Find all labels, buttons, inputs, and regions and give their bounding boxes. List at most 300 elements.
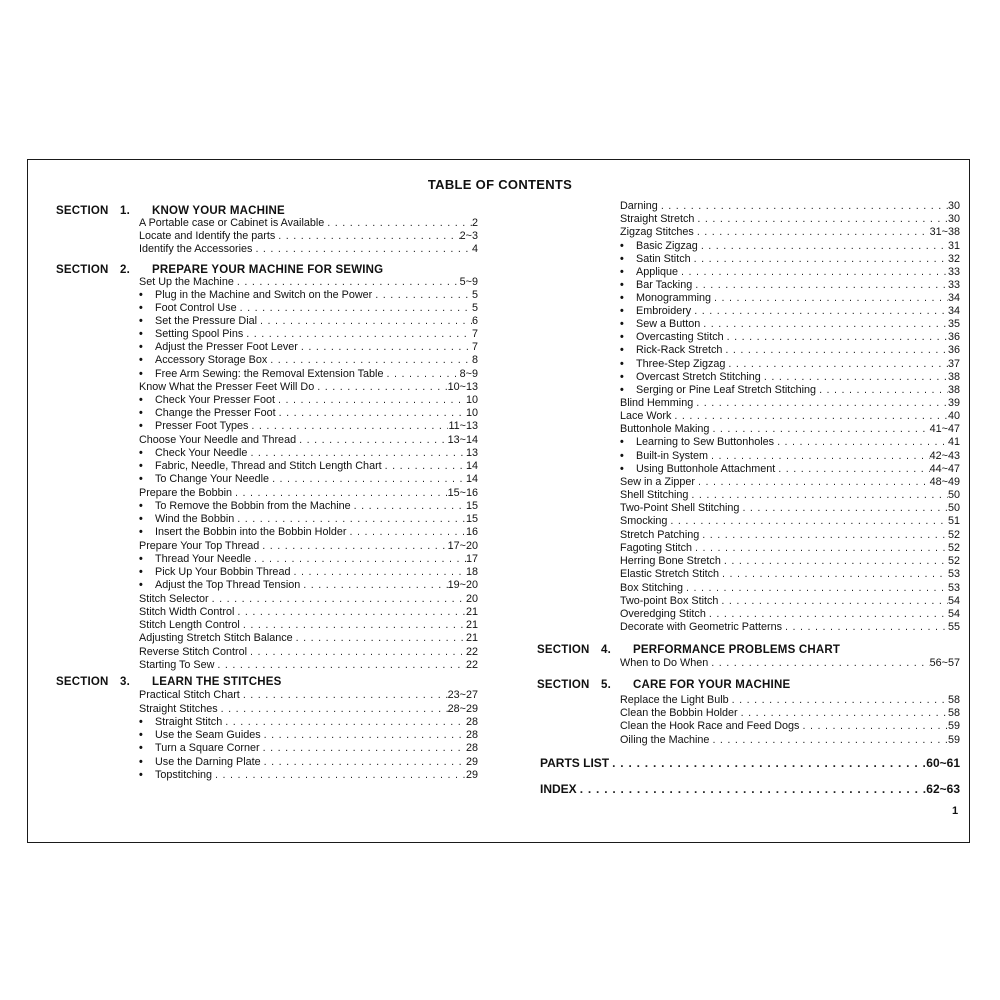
toc-entry[interactable] xyxy=(620,529,960,542)
dot-leader xyxy=(261,729,466,742)
toc-entry-page: 56~57 xyxy=(929,657,960,669)
toc-entry[interactable] xyxy=(620,384,960,397)
toc-entry-label: Wind the Bobbin xyxy=(155,513,235,525)
dot-leader xyxy=(739,502,948,515)
dot-leader xyxy=(658,200,948,213)
toc-entry-page: 52 xyxy=(947,555,960,567)
toc-entry[interactable] xyxy=(139,513,478,526)
toc-entry-label: Replace the Light Bulb xyxy=(620,694,729,706)
toc-entry-label: Buttonhole Making xyxy=(620,423,710,435)
toc-entry-page: 21 xyxy=(465,619,478,631)
toc-entry-label: Smocking xyxy=(620,515,668,527)
toc-entry[interactable] xyxy=(620,292,960,305)
toc-entry[interactable] xyxy=(620,344,960,357)
dot-leader xyxy=(725,358,948,371)
toc-entry-page: 13 xyxy=(465,447,478,459)
toc-entry[interactable] xyxy=(139,473,478,486)
dot-leader xyxy=(721,555,948,568)
bullet-icon: • xyxy=(139,368,143,380)
toc-entry[interactable] xyxy=(620,595,960,608)
dot-leader xyxy=(671,410,948,423)
toc-entry-label: Sew a Button xyxy=(636,318,701,330)
toc-entry[interactable] xyxy=(139,230,478,243)
toc-entry[interactable] xyxy=(139,756,478,769)
bullet-icon: • xyxy=(139,460,143,472)
bullet-icon: • xyxy=(139,315,143,327)
dot-leader xyxy=(259,540,447,553)
section-title: PREPARE YOUR MACHINE FOR SEWING xyxy=(152,264,384,276)
dot-leader xyxy=(372,289,472,302)
toc-entry[interactable] xyxy=(620,266,960,279)
toc-entry-label: Setting Spool Pins xyxy=(155,328,244,340)
toc-entry-label: Adjusting Stretch Stitch Balance xyxy=(139,632,293,644)
toc-entry-page: 13~14 xyxy=(447,434,478,446)
toc-entry-page: 15 xyxy=(465,513,478,525)
toc-entry[interactable] xyxy=(620,515,960,528)
toc-entry[interactable] xyxy=(620,568,960,581)
toc-entry-page: 28~29 xyxy=(447,703,478,715)
toc-entry[interactable] xyxy=(620,582,960,595)
section-title: KNOW YOUR MACHINE xyxy=(152,205,285,217)
toc-entry-page: 52 xyxy=(947,542,960,554)
toc-entry-label: Lace Work xyxy=(620,410,672,422)
toc-entry[interactable] xyxy=(139,276,478,289)
toc-entry-label: Darning xyxy=(620,200,658,212)
dot-leader xyxy=(729,694,948,707)
dot-leader xyxy=(711,292,948,305)
dot-leader xyxy=(694,213,948,226)
toc-entry-label: Two-point Box Stitch xyxy=(620,595,719,607)
dot-leader xyxy=(708,657,929,670)
toc-entry[interactable] xyxy=(139,579,478,592)
toc-entry[interactable] xyxy=(139,553,478,566)
toc-entry[interactable] xyxy=(139,526,478,539)
toc-entry[interactable] xyxy=(139,593,478,606)
toc-entry[interactable] xyxy=(620,226,960,239)
toc-entry-page: 51 xyxy=(947,515,960,527)
dot-leader xyxy=(700,318,948,331)
section-label: SECTION xyxy=(56,205,109,217)
bullet-icon: • xyxy=(620,436,624,448)
toc-entry[interactable] xyxy=(620,657,960,670)
toc-entry[interactable] xyxy=(139,769,478,782)
bullet-icon: • xyxy=(139,407,143,419)
dot-leader xyxy=(290,566,466,579)
toc-entry[interactable] xyxy=(139,619,478,632)
toc-entry[interactable] xyxy=(139,447,478,460)
dot-leader xyxy=(692,279,948,292)
dot-leader xyxy=(234,276,460,289)
page-number: 1 xyxy=(952,805,959,817)
toc-entry-label: Locate and Identify the parts xyxy=(139,230,276,242)
dot-leader xyxy=(775,463,929,476)
toc-entry-page: 28 xyxy=(465,742,478,754)
toc-entry[interactable] xyxy=(139,606,478,619)
toc-entry-label: Reverse Stitch Control xyxy=(139,646,248,658)
toc-entry-label: Starting To Sew xyxy=(139,659,215,671)
toc-entry[interactable] xyxy=(139,420,478,433)
toc-entry-page: 16 xyxy=(465,526,478,538)
dot-leader xyxy=(300,579,447,592)
toc-entry-label: Set Up the Machine xyxy=(139,276,234,288)
toc-entry-page: 5 xyxy=(471,289,478,301)
toc-entry-page: 53 xyxy=(947,582,960,594)
toc-entry-label: Decorate with Geometric Patterns xyxy=(620,621,783,633)
toc-entry-label: Change the Presser Foot xyxy=(155,407,276,419)
toc-entry-page: 30 xyxy=(947,200,960,212)
bullet-icon: • xyxy=(620,240,624,252)
toc-entry[interactable] xyxy=(620,358,960,371)
bullet-icon: • xyxy=(139,729,143,741)
toc-entry-page: 59 xyxy=(947,734,960,746)
toc-entry[interactable] xyxy=(620,694,960,707)
toc-entry[interactable] xyxy=(139,302,478,315)
toc-entry[interactable] xyxy=(139,354,478,367)
dot-leader xyxy=(232,487,448,500)
bullet-icon: • xyxy=(620,292,624,304)
dot-leader xyxy=(708,450,930,463)
toc-entry[interactable] xyxy=(139,566,478,579)
toc-entry-page: 33 xyxy=(947,266,960,278)
toc-entry-page: 4 xyxy=(471,243,478,255)
toc-entry-page: 18 xyxy=(465,566,478,578)
toc-entry-page: 59 xyxy=(947,720,960,732)
bullet-icon: • xyxy=(139,302,143,314)
page-title: TABLE OF CONTENTS xyxy=(427,177,573,192)
toc-entry-label: Zigzag Stitches xyxy=(620,226,694,238)
toc-entry-label: Presser Foot Types xyxy=(155,420,249,432)
toc-entry-label: Built-in System xyxy=(636,450,708,462)
toc-entry[interactable] xyxy=(620,305,960,318)
dot-leader xyxy=(683,582,948,595)
dot-leader xyxy=(240,619,466,632)
dot-leader xyxy=(269,473,466,486)
dot-leader xyxy=(237,302,472,315)
dot-leader xyxy=(257,315,472,328)
toc-entry-page: 22 xyxy=(465,659,478,671)
toc-entry[interactable] xyxy=(620,608,960,621)
dot-leader xyxy=(691,253,948,266)
toc-entry[interactable] xyxy=(620,279,960,292)
dot-leader xyxy=(693,397,948,410)
toc-entry-label: Blind Hemming xyxy=(620,397,694,409)
toc-entry[interactable] xyxy=(139,341,478,354)
toc-entry-label: Three-Step Zigzag xyxy=(636,358,726,370)
toc-entry-label: Pick Up Your Bobbin Thread xyxy=(155,566,291,578)
toc-entry[interactable] xyxy=(139,394,478,407)
toc-entry[interactable] xyxy=(139,217,478,230)
toc-entry-page: 41 xyxy=(947,436,960,448)
dot-leader xyxy=(276,407,466,420)
toc-entry-page: 6 xyxy=(471,315,478,327)
dot-leader xyxy=(799,720,948,733)
toc-entry-page: 19~20 xyxy=(447,579,478,591)
dot-leader xyxy=(577,783,927,796)
bullet-icon: • xyxy=(620,305,624,317)
toc-entry-label: Use the Seam Guides xyxy=(155,729,261,741)
bullet-icon: • xyxy=(139,769,143,781)
dot-leader xyxy=(816,384,948,397)
toc-entry-page: 7 xyxy=(471,341,478,353)
toc-entry-label: Overedging Stitch xyxy=(620,608,706,620)
dot-leader xyxy=(218,703,448,716)
toc-entry[interactable] xyxy=(620,463,960,476)
toc-entry-page: 62~63 xyxy=(926,782,960,796)
toc-entry[interactable] xyxy=(620,423,960,436)
toc-entry-page: 39 xyxy=(947,397,960,409)
dot-leader xyxy=(719,568,948,581)
dot-leader xyxy=(260,742,466,755)
dot-leader xyxy=(709,734,948,747)
toc-entry[interactable] xyxy=(620,410,960,423)
toc-entry[interactable] xyxy=(139,460,478,473)
toc-entry-page: 15~16 xyxy=(447,487,478,499)
toc-entry-label: Using Buttonhole Attachment xyxy=(636,463,776,475)
toc-entry-page: 38 xyxy=(947,371,960,383)
section-label: SECTION xyxy=(537,679,590,691)
toc-entry-page: 22 xyxy=(465,646,478,658)
section-label: SECTION xyxy=(56,676,109,688)
bullet-icon: • xyxy=(139,566,143,578)
toc-entry[interactable] xyxy=(620,371,960,384)
toc-entry[interactable] xyxy=(139,659,478,672)
toc-entry-label: Stretch Patching xyxy=(620,529,700,541)
dot-leader xyxy=(774,436,948,449)
toc-entry-label: Clean the Bobbin Holder xyxy=(620,707,738,719)
toc-entry-page: 58 xyxy=(947,707,960,719)
toc-entry-label: Stitch Length Control xyxy=(139,619,240,631)
toc-entry-label: Two-Point Shell Stitching xyxy=(620,502,740,514)
bullet-icon: • xyxy=(139,553,143,565)
toc-entry-page: 31~38 xyxy=(929,226,960,238)
toc-entry[interactable] xyxy=(620,318,960,331)
toc-entry-label: Identify the Accessories xyxy=(139,243,253,255)
section-number: 1. xyxy=(120,205,130,217)
toc-entry[interactable] xyxy=(620,240,960,253)
dot-leader xyxy=(351,500,466,513)
toc-entry[interactable] xyxy=(139,716,478,729)
toc-entry[interactable] xyxy=(139,243,478,256)
toc-entry[interactable] xyxy=(139,742,478,755)
toc-entry-label: Prepare Your Top Thread xyxy=(139,540,260,552)
toc-entry-page: 14 xyxy=(465,460,478,472)
toc-entry[interactable] xyxy=(139,729,478,742)
toc-entry-page: 34 xyxy=(947,292,960,304)
toc-entry-label: Turn a Square Corner xyxy=(155,742,260,754)
toc-entry-label: Adjust the Presser Foot Lever xyxy=(155,341,298,353)
bullet-icon: • xyxy=(139,513,143,525)
dot-leader xyxy=(678,266,948,279)
toc-entry[interactable] xyxy=(139,328,478,341)
section-label: SECTION xyxy=(56,264,109,276)
bullet-icon: • xyxy=(139,420,143,432)
toc-entry-label: PARTS LIST xyxy=(540,756,610,770)
bullet-icon: • xyxy=(139,756,143,768)
toc-entry-label: Serging or Pine Leaf Stretch Stitching xyxy=(636,384,817,396)
toc-entry-page: 50 xyxy=(947,489,960,501)
toc-entry[interactable] xyxy=(139,632,478,645)
dot-leader xyxy=(722,344,948,357)
dot-leader xyxy=(699,529,948,542)
toc-entry-label: Learning to Sew Buttonholes xyxy=(636,436,775,448)
toc-entry-label: Straight Stretch xyxy=(620,213,695,225)
toc-entry[interactable] xyxy=(139,315,478,328)
bullet-icon: • xyxy=(139,579,143,591)
bullet-icon: • xyxy=(620,384,624,396)
toc-entry-page: 33 xyxy=(947,279,960,291)
dot-leader xyxy=(251,553,466,566)
dot-leader xyxy=(247,646,466,659)
toc-entry[interactable] xyxy=(139,500,478,513)
toc-entry-label: Practical Stitch Chart xyxy=(139,689,240,701)
toc-entry-page: 11~13 xyxy=(448,420,478,432)
toc-entry-label: When to Do When xyxy=(620,657,709,669)
toc-entry-label: To Change Your Needle xyxy=(155,473,270,485)
toc-entry-label: Topstitching xyxy=(155,769,213,781)
toc-entry-label: Accessory Storage Box xyxy=(155,354,268,366)
toc-entry-page: 58 xyxy=(947,694,960,706)
toc-entry-page: 60~61 xyxy=(926,756,960,770)
toc-entry-label: Applique xyxy=(636,266,679,278)
dot-leader xyxy=(293,632,466,645)
dot-leader xyxy=(275,230,459,243)
bullet-icon: • xyxy=(620,279,624,291)
dot-leader xyxy=(261,756,466,769)
toc-entry[interactable] xyxy=(139,703,478,716)
toc-entry[interactable] xyxy=(620,397,960,410)
bullet-icon: • xyxy=(620,450,624,462)
dot-leader xyxy=(222,716,466,729)
toc-entry-label: Straight Stitch xyxy=(155,716,223,728)
toc-entry[interactable] xyxy=(139,289,478,302)
toc-entry[interactable] xyxy=(620,200,960,213)
toc-entry-parts-list[interactable] xyxy=(540,757,960,770)
toc-entry[interactable] xyxy=(620,450,960,463)
toc-entry-label: Straight Stitches xyxy=(139,703,218,715)
toc-entry-label: Embroidery xyxy=(636,305,692,317)
toc-entry[interactable] xyxy=(139,487,478,500)
toc-entry-page: 23~27 xyxy=(447,689,478,701)
toc-entry-page: 44~47 xyxy=(929,463,960,475)
toc-entry-page: 21 xyxy=(465,606,478,618)
toc-entry[interactable] xyxy=(139,689,478,702)
bullet-icon: • xyxy=(620,266,624,278)
toc-entry[interactable] xyxy=(620,502,960,515)
toc-entry-page: 30 xyxy=(947,213,960,225)
bullet-icon: • xyxy=(620,463,624,475)
toc-entry-index[interactable] xyxy=(540,783,960,796)
dot-leader xyxy=(667,515,948,528)
toc-entry-page: 17~20 xyxy=(447,540,478,552)
toc-entry-page: 38 xyxy=(947,384,960,396)
toc-entry[interactable] xyxy=(620,555,960,568)
toc-entry[interactable] xyxy=(620,476,960,489)
bullet-icon: • xyxy=(139,500,143,512)
toc-entry-page: 40 xyxy=(947,410,960,422)
toc-entry[interactable] xyxy=(620,253,960,266)
toc-entry-label: Thread Your Needle xyxy=(155,553,252,565)
toc-entry[interactable] xyxy=(139,381,478,394)
toc-entry-page: 2~3 xyxy=(459,230,478,242)
toc-entry[interactable] xyxy=(620,331,960,344)
dot-leader xyxy=(761,371,948,384)
toc-entry[interactable] xyxy=(620,436,960,449)
bullet-icon: • xyxy=(139,447,143,459)
toc-entry-page: 8~9 xyxy=(459,368,478,380)
toc-entry-page: 17 xyxy=(465,553,478,565)
dot-leader xyxy=(212,769,466,782)
toc-entry[interactable] xyxy=(139,540,478,553)
dot-leader xyxy=(298,341,472,354)
bullet-icon: • xyxy=(139,341,143,353)
toc-entry-page: 50 xyxy=(947,502,960,514)
toc-entry[interactable] xyxy=(620,542,960,555)
toc-entry[interactable] xyxy=(139,407,478,420)
toc-entry[interactable] xyxy=(139,434,478,447)
toc-entry[interactable] xyxy=(620,707,960,720)
dot-leader xyxy=(346,526,466,539)
dot-leader xyxy=(382,460,466,473)
toc-entry-page: 29 xyxy=(465,769,478,781)
toc-entry-label: Box Stitching xyxy=(620,582,684,594)
bullet-icon: • xyxy=(139,394,143,406)
toc-entry-label: Rick-Rack Stretch xyxy=(636,344,723,356)
bullet-icon: • xyxy=(620,358,624,370)
toc-entry-label: Know What the Presser Feet Will Do xyxy=(139,381,315,393)
bullet-icon: • xyxy=(139,473,143,485)
toc-entry-page: 41~47 xyxy=(929,423,960,435)
dot-leader xyxy=(706,608,948,621)
bullet-icon: • xyxy=(620,371,624,383)
dot-leader xyxy=(209,593,466,606)
toc-entry-label: Bar Tacking xyxy=(636,279,693,291)
bullet-icon: • xyxy=(139,328,143,340)
toc-entry[interactable] xyxy=(620,621,960,634)
toc-entry[interactable] xyxy=(620,720,960,733)
section-label: SECTION xyxy=(537,644,590,656)
section-title: PERFORMANCE PROBLEMS CHART xyxy=(633,644,841,656)
toc-entry-label: Choose Your Needle and Thread xyxy=(139,434,297,446)
toc-entry-label: Elastic Stretch Stitch xyxy=(620,568,720,580)
dot-leader xyxy=(782,621,948,634)
toc-entry-page: 10~13 xyxy=(447,381,478,393)
toc-entry-page: 5~9 xyxy=(459,276,478,288)
dot-leader xyxy=(252,243,472,256)
bullet-icon: • xyxy=(139,526,143,538)
dot-leader xyxy=(234,606,466,619)
bullet-icon: • xyxy=(620,318,624,330)
toc-entry-page: 28 xyxy=(465,729,478,741)
toc-entry[interactable] xyxy=(620,213,960,226)
toc-entry-page: 54 xyxy=(947,595,960,607)
toc-entry[interactable] xyxy=(620,489,960,502)
toc-entry[interactable] xyxy=(139,368,478,381)
toc-entry-page: 2 xyxy=(471,217,478,229)
bullet-icon: • xyxy=(620,344,624,356)
toc-entry-page: 32 xyxy=(947,253,960,265)
toc-entry[interactable] xyxy=(139,646,478,659)
toc-entry[interactable] xyxy=(620,734,960,747)
dot-leader xyxy=(214,659,466,672)
toc-entry-label: Insert the Bobbin into the Bobbin Holder xyxy=(155,526,347,538)
toc-entry-label: Check Your Needle xyxy=(155,447,248,459)
dot-leader xyxy=(314,381,447,394)
toc-entry-label: Plug in the Machine and Switch on the Power xyxy=(155,289,373,301)
toc-entry-page: 20 xyxy=(465,593,478,605)
toc-entry-page: 14 xyxy=(465,473,478,485)
toc-entry-label: Free Arm Sewing: the Removal Extension Table xyxy=(155,368,384,380)
toc-entry-page: 7 xyxy=(471,328,478,340)
